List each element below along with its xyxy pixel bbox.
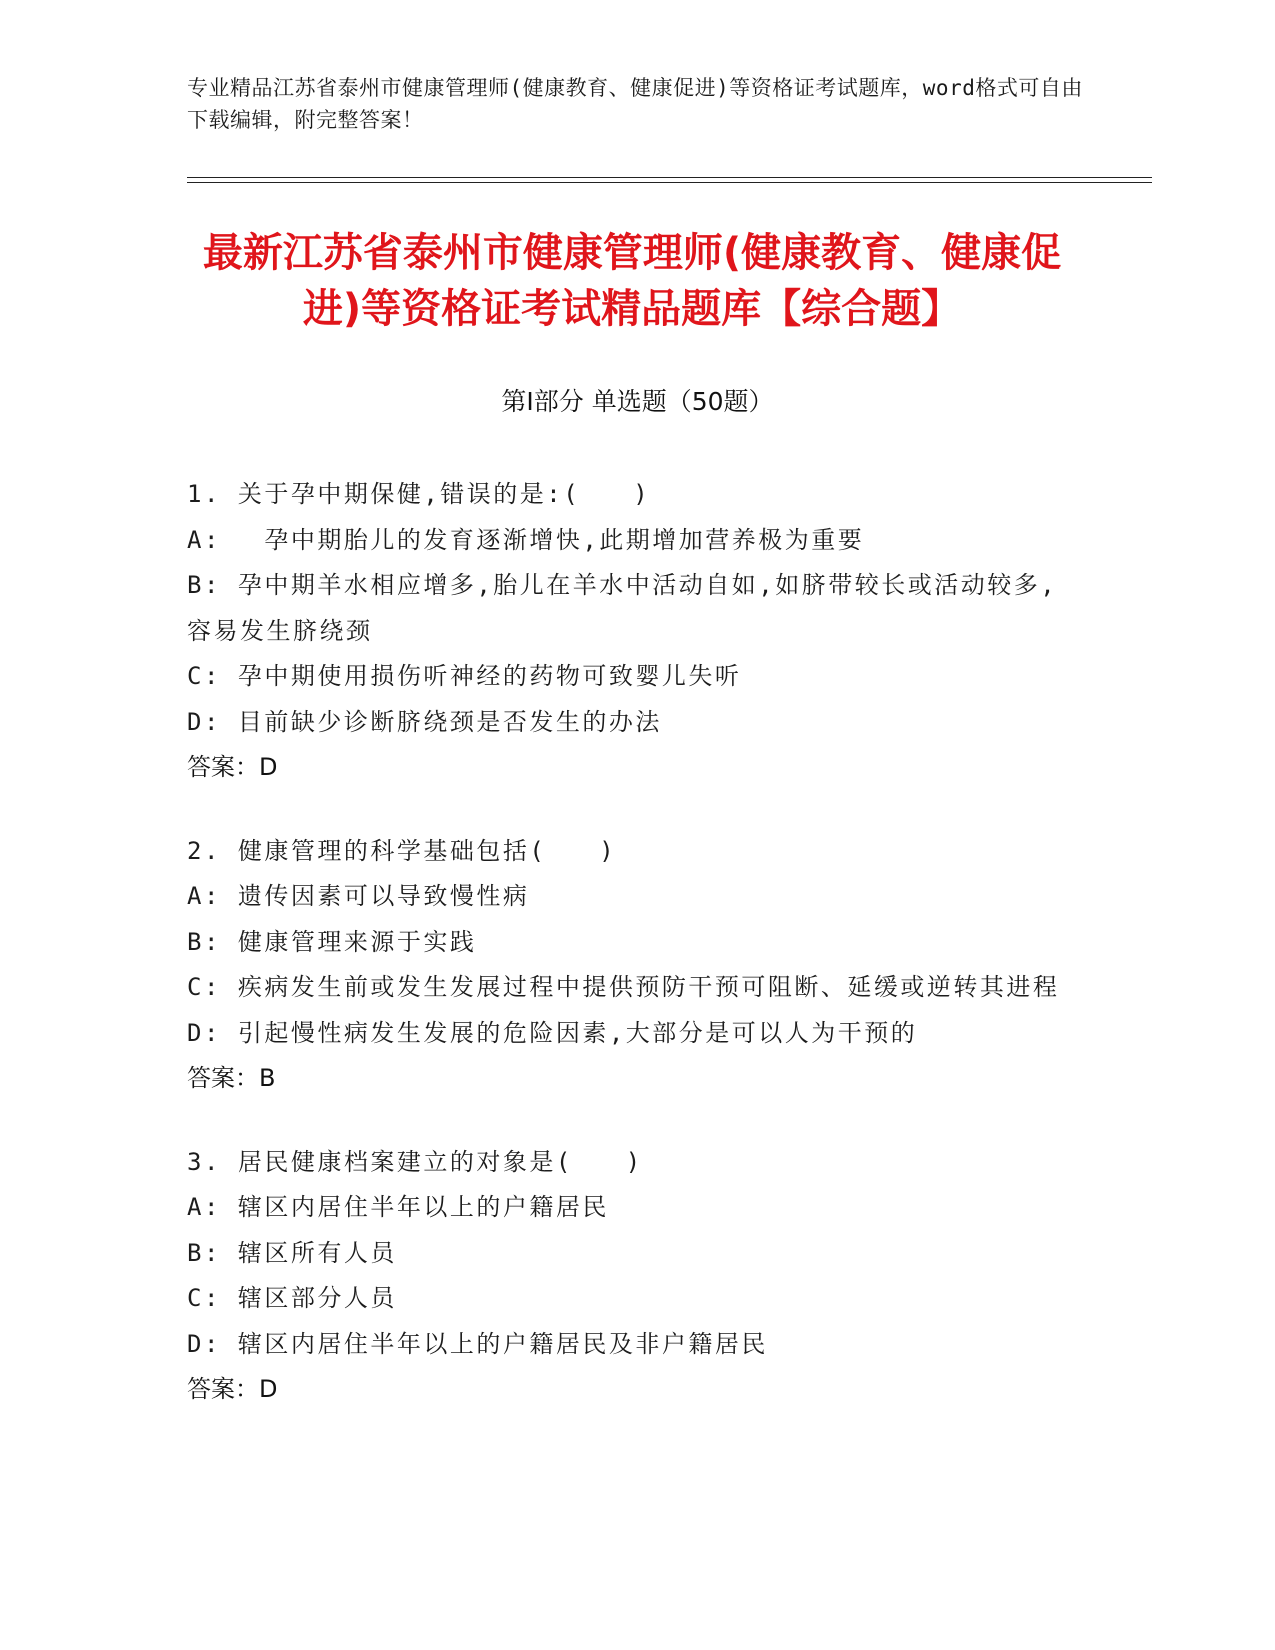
option-b: B: 辖区所有人员 [187, 1238, 397, 1267]
question-3 [187, 1140, 1082, 1413]
option-d: D: 目前缺少诊断脐绕颈是否发生的办法 [187, 707, 662, 736]
option-a: A: 辖区内居住半年以上的户籍居民 [187, 1193, 609, 1221]
option-c: C: 疾病发生前或发生发展过程中提供预防干预可阻断、延缓或逆转其进程 [187, 973, 1060, 1001]
document-title: 最新江苏省泰州市健康管理师(健康教育、健康促进)等资格证考试精品题库【综合题】 [202, 230, 1062, 332]
option-a: A: 遗传因素可以导致慢性病 [187, 882, 530, 910]
question-2 [187, 829, 1082, 1102]
option-c: C: 孕中期使用损伤听神经的药物可致婴儿失听 [187, 662, 742, 690]
option-b: B: 孕中期羊水相应增多,胎儿在羊水中活动自如,如脐带较长或活动较多,容易发生脐绕颈 [187, 571, 1058, 645]
question-stem: 1. 关于孕中期保健,错误的是:( ) [187, 480, 651, 508]
option-b: B: 健康管理来源于实践 [187, 927, 477, 956]
option-a: A: 孕中期胎儿的发育逐渐增快,此期增加营养极为重要 [187, 525, 865, 554]
answer-line: 答案：D [187, 753, 278, 781]
header-divider-top [187, 177, 1152, 178]
option-d: D: 辖区内居住半年以上的户籍居民及非户籍居民 [187, 1329, 768, 1358]
question-stem: 3. 居民健康档案建立的对象是( ) [187, 1147, 643, 1176]
section-title: 第Ⅰ部分 单选题（50题） [501, 387, 774, 416]
header-note: 专业精品江苏省泰州市健康管理师(健康教育、健康促进)等资格证考试题库，word格式可自由下载编辑，附完整答案！ [187, 76, 1083, 132]
answer-line: 答案：B [187, 1064, 276, 1092]
question-stem: 2. 健康管理的科学基础包括( ) [187, 836, 617, 865]
question-list [187, 472, 1082, 1451]
header-divider-bottom [187, 182, 1152, 183]
option-c: C: 辖区部分人员 [187, 1284, 397, 1312]
question-1 [187, 472, 1082, 791]
answer-line: 答案：D [187, 1375, 278, 1403]
option-d: D: 引起慢性病发生发展的危险因素,大部分是可以人为干预的 [187, 1018, 918, 1047]
